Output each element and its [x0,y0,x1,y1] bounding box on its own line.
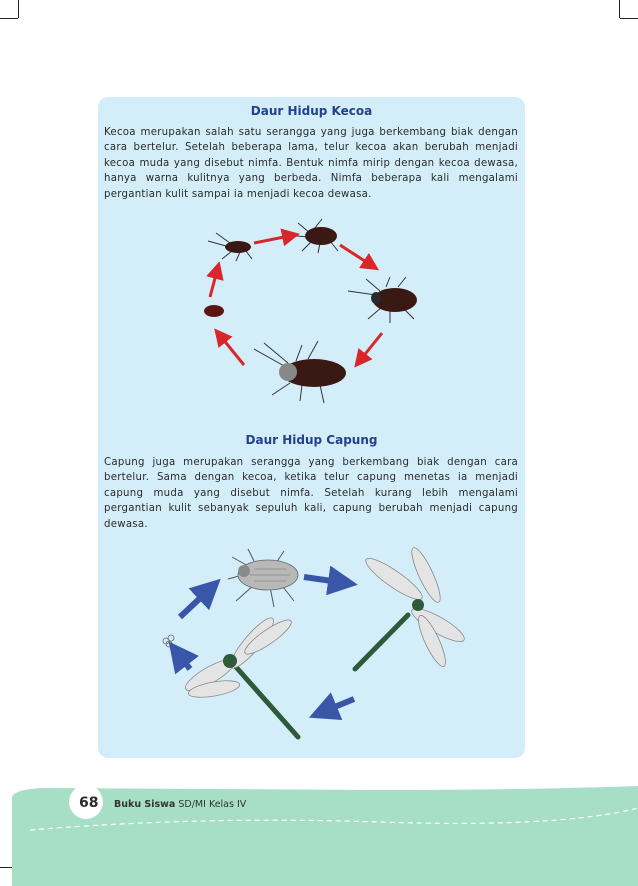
dragonfly-nymph [228,549,298,607]
capung-paragraph: Capung juga merupakan serangga yang berkembang biak dengan cara bertelur. Sama dengan kecoa, ketika telur capung menetas ia menjadi capung muda yang disebut nimfa. Setelah kurang lebih mengalami pergantian kulit sebanyak sepuluh kali, capung berubah menjadi capung dewasa. [104,457,518,530]
arrow-nymph-small-to-medium [254,235,294,243]
arrow-nymph-to-adult [304,577,346,583]
book-name: Buku Siswa [114,799,176,810]
grade-label: SD/MI Kelas IV [178,799,247,810]
arrow-nymph-large-to-adult [358,333,382,363]
dragonfly-life-cycle-diagram [150,545,480,750]
crop-mark [0,18,18,19]
cockroach-life-cycle-diagram [190,215,430,410]
crop-mark [18,0,19,18]
arrow-adult-to-young [320,699,354,713]
kecoa-title: Daur Hidup Kecoa [250,104,373,118]
arrow-adult-to-egg [218,333,244,365]
cockroach-nymph-small [208,233,252,261]
cockroach-adult [254,341,346,403]
arrow-nymph-medium-to-large [340,245,374,267]
arrow-egg-to-nymph [180,587,212,617]
cockroach-nymph-large [348,277,417,323]
page-number: 68 [79,795,99,811]
crop-mark [619,0,620,18]
dragonfly-adult [355,545,468,669]
arrow-egg-to-nymph [210,267,218,297]
capung-title: Daur Hidup Capung [245,433,378,447]
kecoa-paragraph: Kecoa merupakan salah satu serangga yang juga berkembang biak dengan cara bertelur. Setelah beberapa lama, telur kecoa akan berubah menjadi kecoa muda yang disebut nimfa. Bentuk nimfa mirip dengan kecoa dewasa, hanya warna kulitnya yang berbeda. Nimfa beberapa kali mengalami pergantian kulit sampai ia menjadi kecoa dewasa. [104,127,518,200]
cockroach-egg [204,305,224,317]
crop-mark [620,18,638,19]
dragonfly-eggs [163,635,174,647]
arrow-young-to-egg [176,651,190,669]
footer-band [0,768,638,886]
book-label [114,799,246,810]
dragonfly-young [182,613,298,737]
